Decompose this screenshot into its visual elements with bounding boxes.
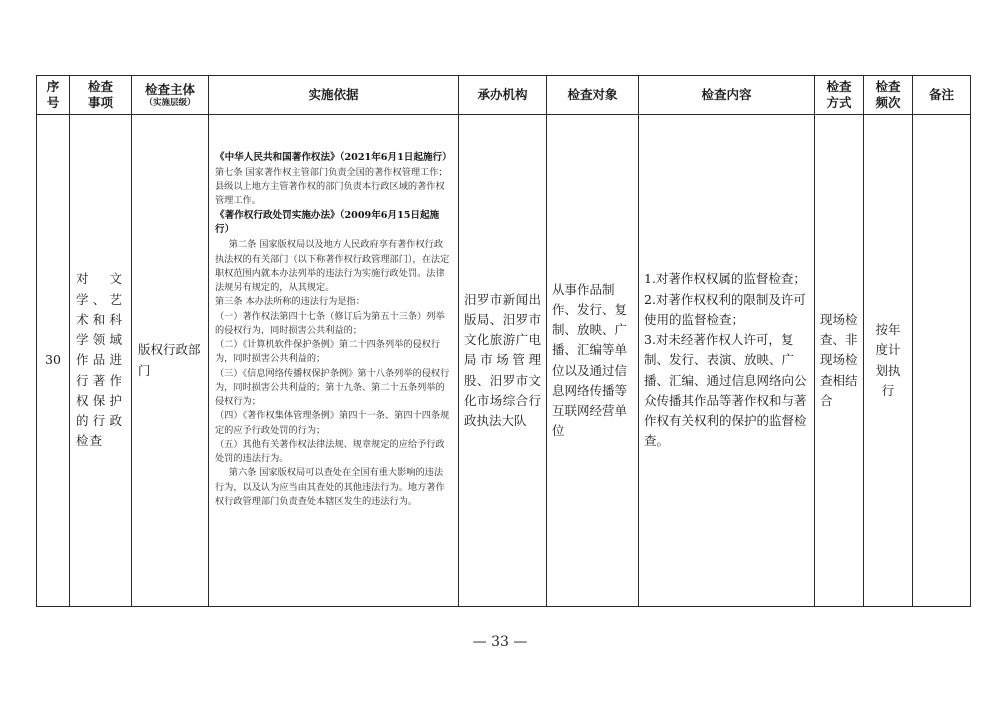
header-object: 检查对象 — [547, 76, 639, 115]
header-subject — [132, 76, 209, 115]
law2-article6: 第六条 国家版权局可以查处在全国有重大影响的违法行为，以及认为应当由其查处的其他违法行为。地方著作权行政管理部门负责查处本辖区发生的违法行为。 — [215, 467, 445, 507]
cell-subject: 版权行政部门 — [132, 115, 209, 607]
cell-basis — [209, 115, 459, 607]
law2-item3: （三）《信息网络传播权保护条例》第十八条列举的侵权行为，同时损害公共利益的；第十九条、第二十五条列举的侵权行为； — [215, 367, 450, 408]
header-subject-note: （实施层级） — [144, 97, 196, 108]
content-item-1: 1.对著作权权属的监督检查； — [644, 271, 806, 287]
cell-remark — [913, 115, 971, 607]
cell-freq: 按年度计划执行 — [864, 115, 913, 607]
law2-item2: （二）《计算机软件保护条例》第二十四条列举的侵权行为，同时损害公共利益的； — [215, 339, 441, 365]
header-item: 检查事项 — [70, 76, 132, 115]
header-content: 检查内容 — [639, 76, 815, 115]
header-org: 承办机构 — [459, 76, 547, 115]
content-item-3: 3.对未经著作权人许可，复制、发行、表演、放映、广播、汇编、通过信息网络向公众传播其作品等著作权和与著作权有关权利的保护的监督检查。 — [644, 332, 807, 449]
cell-object: 从事作品制作、发行、复制、放映、广播、汇编等单位以及通过信息网络传播等互联网经营单位 — [547, 115, 639, 607]
inspection-table — [36, 75, 971, 607]
content-item-2: 2.对著作权权利的限制及许可使用的监督检查； — [644, 291, 806, 327]
header-freq: 检查频次 — [864, 76, 913, 115]
law2-item5: （五）其他有关著作权法律法规、规章规定的应给予行政处罚的违法行为。 — [215, 438, 445, 465]
law1-article7: 第七条 国家著作权主管部门负责全国的著作权管理工作；县级以上地方主管著作权的部门负责本行政区域的著作权管理工作。 — [215, 166, 448, 207]
cell-method: 现场检查、非现场检查相结合 — [815, 115, 864, 607]
cell-no: 30 — [37, 115, 70, 607]
cell-item: 对文学、艺术和科学领域作品进行著作权保护的行政检查 — [70, 115, 132, 607]
header-method: 检查方式 — [815, 76, 864, 115]
law1-title: 《中华人民共和国著作权法》（2021年6月1日起施行） — [215, 152, 452, 163]
header-no: 序号 — [37, 76, 70, 115]
header-subject-label: 检查主体 — [144, 81, 195, 97]
page-number: — 33 — — [472, 634, 528, 650]
law2-article3: 第三条 本办法所称的违法行为是指： — [215, 296, 365, 308]
law2-item1: （一）著作权法第四十七条（修订后为第五十三条）列举的侵权行为，同时损害公共利益的； — [215, 310, 445, 336]
law2-item4: （四）《著作权集体管理条例》第四十一条、第四十四条规定的应予行政处罚的行为； — [215, 410, 450, 436]
cell-content — [639, 115, 815, 607]
header-row — [37, 76, 971, 115]
table-row — [37, 115, 971, 607]
header-remark: 备注 — [913, 76, 971, 115]
law2-title: 《著作权行政处罚实施办法》（2009年6月15日起施行） — [215, 209, 440, 236]
cell-org: 汨罗市新闻出版局、汨罗市文化旅游广电局市场管理股、汨罗市文化市场综合行政执法大队 — [459, 115, 547, 607]
law2-article2: 第二条 国家版权局以及地方人民政府享有著作权行政执法权的有关部门（以下称著作权行政管理部门），在法定职权范围内就本办法列举的违法行为实施行政处罚。法律法规另有规定的，从其规定。 — [215, 239, 450, 294]
header-basis: 实施依据 — [209, 76, 459, 115]
